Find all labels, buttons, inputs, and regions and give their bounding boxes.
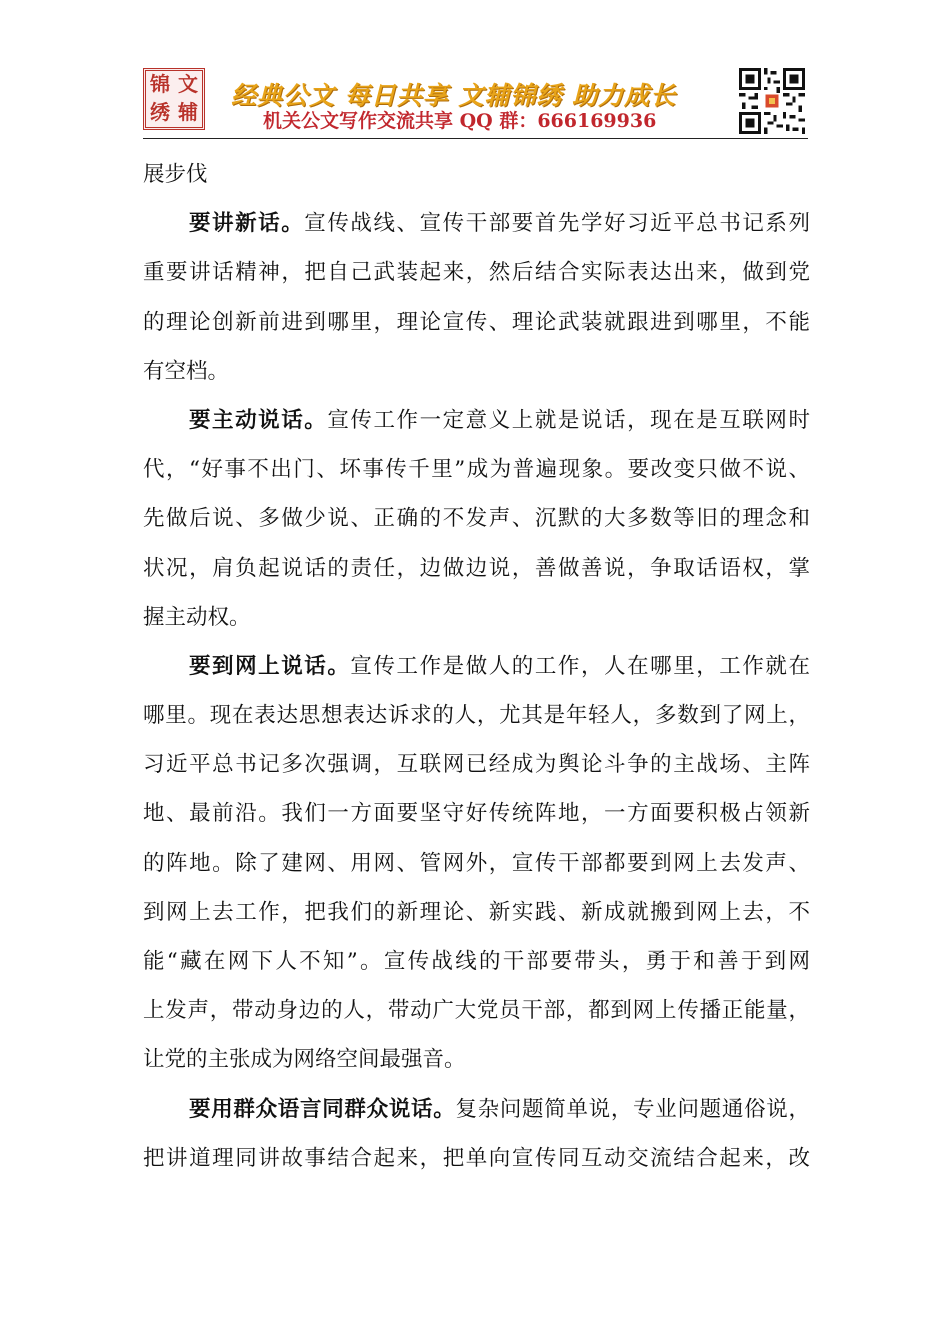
text-line xyxy=(143,740,810,789)
line-text: 宣传工作一定意义上就是说话，现在是互联网时 xyxy=(327,407,810,433)
text-line xyxy=(143,789,810,838)
seal-char: 锦 xyxy=(150,72,170,96)
line-text: 宣传工作是做人的工作，人在哪里，工作就在 xyxy=(350,653,810,679)
line-text: 状况，肩负起说话的责任，边做边说，善做善说，争取话语权，掌 xyxy=(143,555,810,581)
text-line xyxy=(143,839,810,888)
line-text: 代，“好事不出门、坏事传千里”成为普遍现象。要改变只做不说、 xyxy=(143,457,810,483)
text-line xyxy=(143,298,810,347)
line-text: 到网上去工作，把我们的新理论、新实践、新成就搬到网上去，不 xyxy=(143,899,810,925)
text-line xyxy=(143,150,810,199)
line-text: 哪里。现在表达思想表达诉求的人，尤其是年轻人，多数到了网上， xyxy=(143,703,810,729)
line-text: 的阵地。除了建网、用网、管网外，宣传干部都要到网上去发声、 xyxy=(143,850,810,876)
seal-char: 绣 xyxy=(150,100,170,124)
text-line xyxy=(143,248,810,297)
text-line xyxy=(143,1134,810,1183)
line-text: 先做后说、多做少说、正确的不发声、沉默的大多数等旧的理念和 xyxy=(143,506,810,532)
text-line xyxy=(143,347,810,396)
paragraph-start-line xyxy=(143,199,810,248)
page-header xyxy=(143,64,808,136)
paragraph-heading: 要讲新话。 xyxy=(189,211,305,237)
line-text: 展步伐 xyxy=(143,162,208,187)
seal-logo xyxy=(143,68,205,130)
line-text: 习近平总书记多次强调，互联网已经成为舆论斗争的主战场、主阵 xyxy=(143,752,810,778)
seal-char: 辅 xyxy=(178,100,198,124)
line-text: 宣传战线、宣传干部要首先学好习近平总书记系列 xyxy=(304,211,810,237)
line-text: 把讲道理同讲故事结合起来，把单向宣传同互动交流结合起来，改 xyxy=(143,1145,810,1171)
line-text: 握主动权。 xyxy=(143,604,251,630)
text-line xyxy=(143,593,810,642)
line-text: 重要讲话精神，把自己武装起来，然后结合实际表达出来，做到党 xyxy=(143,260,810,286)
paragraph-heading: 要主动说话。 xyxy=(189,407,328,433)
line-text: 地、最前沿。我们一方面要坚守好传统阵地，一方面要积极占领新 xyxy=(143,801,810,827)
text-line xyxy=(143,445,810,494)
text-line xyxy=(143,691,810,740)
document-body xyxy=(143,150,810,1183)
line-text: 有空档。 xyxy=(143,358,230,384)
line-text: 能“藏在网下人不知”。宣传战线的干部要带头，勇于和善于到网 xyxy=(143,949,810,974)
text-line xyxy=(143,1035,810,1084)
text-line xyxy=(143,494,810,543)
line-text: 复杂问题简单说，专业问题通俗说， xyxy=(455,1096,810,1122)
paragraph-heading: 要到网上说话。 xyxy=(189,653,351,679)
header-qq-group: 机关公文写作交流共享 QQ 群：666169936 xyxy=(263,110,657,132)
text-line xyxy=(143,888,810,937)
text-line xyxy=(143,937,810,986)
paragraph-heading: 要用群众语言同群众说话。 xyxy=(189,1096,456,1122)
qr-code-icon xyxy=(739,68,805,134)
paragraph-start-line xyxy=(143,642,810,691)
paragraph-start-line xyxy=(143,1085,810,1134)
header-divider xyxy=(143,138,808,139)
header-slogan: 经典公文 每日共享 文辅锦绣 助力成长 xyxy=(231,81,677,110)
text-line xyxy=(143,544,810,593)
line-text: 让党的主张成为网络空间最强音。 xyxy=(143,1047,466,1073)
line-text: 的理论创新前进到哪里，理论宣传、理论武装就跟进到哪里，不能 xyxy=(143,309,810,335)
paragraph-start-line xyxy=(143,396,810,445)
line-text: 上发声，带动身边的人，带动广大党员干部，都到网上传播正能量， xyxy=(143,998,810,1024)
text-line xyxy=(143,986,810,1035)
seal-char: 文 xyxy=(178,72,198,96)
